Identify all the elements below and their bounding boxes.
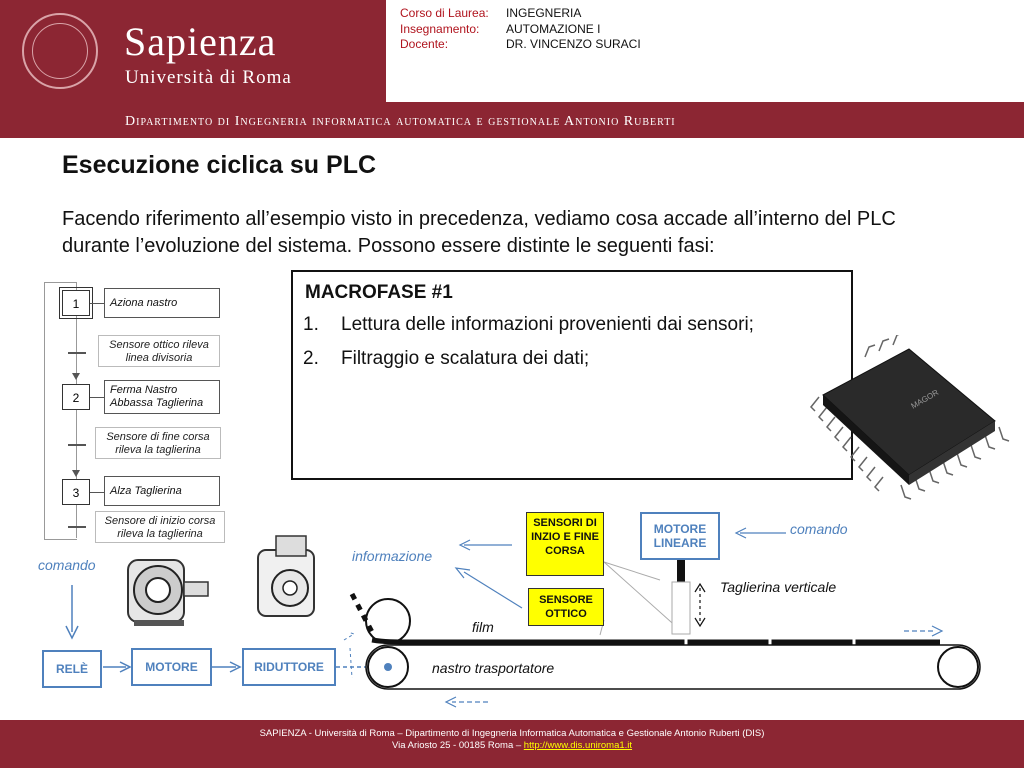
university-seal-icon bbox=[22, 13, 98, 89]
footer-website-link[interactable]: http://www.dis.uniroma1.it bbox=[523, 740, 633, 751]
sfc-action-3: Alza Taglierina bbox=[104, 476, 220, 506]
teacher-label: Docente: bbox=[400, 37, 449, 51]
reducer-box: RIDUTTORE bbox=[242, 648, 336, 686]
motor-box: MOTORE bbox=[131, 648, 212, 686]
slide-title: Esecuzione ciclica su PLC bbox=[62, 151, 377, 179]
course-label: Corso di Laurea: bbox=[400, 6, 489, 20]
macrofase-item-text: Filtraggio e scalatura dei dati; bbox=[341, 348, 590, 369]
sfc-action-link bbox=[90, 397, 104, 398]
course-info bbox=[400, 6, 641, 53]
sfc-action-1: Aziona nastro bbox=[104, 288, 220, 318]
chip-label: MAGOR bbox=[909, 387, 941, 411]
system-diagram-lines bbox=[0, 500, 1024, 720]
macrofase-item-text: Lettura delle informazioni provenienti dai sensori; bbox=[341, 314, 754, 335]
film-label: film bbox=[472, 619, 494, 635]
sfc-transition-2 bbox=[68, 444, 86, 446]
limit-sensors-box: SENSORI DI INZIO E FINE CORSA bbox=[526, 512, 604, 576]
rele-box: RELÈ bbox=[42, 650, 102, 688]
university-subtitle: Università di Roma bbox=[125, 67, 292, 88]
course-value: INGEGNERIA bbox=[506, 6, 582, 20]
subject-label: Insegnamento: bbox=[400, 21, 480, 36]
sfc-action-2: Ferma Nastro Abbassa Taglierina bbox=[104, 380, 220, 414]
cutter-label: Taglierina verticale bbox=[720, 579, 837, 595]
footer-address-line: SAPIENZA - Università di Roma – Dipartimento di Ingegneria Informatica Automatica e Gestionale Antonio Ruberti (DIS) bbox=[259, 728, 765, 739]
sfc-step-1: 1 bbox=[62, 290, 90, 316]
slide-intro: Facendo riferimento all’esempio visto in precedenza, vediamo cosa accade all’interno del PLC durante l’evoluzione del sistema. Possono essere distinte le seguenti fasi: bbox=[62, 208, 896, 257]
sfc-action-link bbox=[90, 303, 104, 304]
macrofase-item-number: 1. bbox=[303, 314, 319, 335]
sfc-condition-1: Sensore ottico rileva linea divisoria bbox=[98, 335, 220, 367]
conveyor-label: nastro trasportatore bbox=[432, 660, 555, 676]
macrofase-item-number: 2. bbox=[303, 348, 319, 369]
electric-motor-icon bbox=[128, 560, 208, 626]
command-label-right: comando bbox=[790, 521, 848, 537]
sfc-condition-3: Sensore di inizio corsa rileva la taglierina bbox=[95, 511, 225, 543]
sfc-action-link bbox=[90, 492, 104, 493]
macrofase-title: MACROFASE #1 bbox=[305, 282, 453, 303]
gear-reducer-icon bbox=[258, 536, 314, 616]
sfc-transition-1 bbox=[68, 352, 86, 354]
sfc-condition-2: Sensore di fine corsa rileva la taglierina bbox=[95, 427, 221, 459]
department-name: Dipartimento di Ingegneria informatica automatica e gestionale Antonio Ruberti bbox=[125, 114, 676, 129]
command-label-left: comando bbox=[38, 557, 96, 573]
information-label: informazione bbox=[352, 548, 433, 564]
linear-motor-box: MOTORE LINEARE bbox=[640, 512, 720, 560]
macrofase-item bbox=[303, 314, 754, 336]
footer bbox=[0, 728, 1024, 752]
footer-street: Via Ariosto 25 - 00185 Roma – bbox=[391, 740, 524, 751]
sfc-arrow-icon bbox=[72, 470, 80, 477]
sfc-step-2: 2 bbox=[62, 384, 90, 410]
sfc-step-3: 3 bbox=[62, 479, 90, 505]
teacher-value: DR. VINCENZO SURACI bbox=[506, 37, 641, 51]
sfc-arrow-icon bbox=[72, 373, 80, 380]
macrofase-box bbox=[291, 270, 853, 480]
optical-sensor-box: SENSORE OTTICO bbox=[528, 588, 604, 626]
subject-value: AUTOMAZIONE I bbox=[506, 21, 601, 36]
macrofase-item bbox=[303, 348, 589, 370]
plc-chip-icon bbox=[805, 335, 1015, 515]
university-name: Sapienza bbox=[124, 19, 277, 64]
